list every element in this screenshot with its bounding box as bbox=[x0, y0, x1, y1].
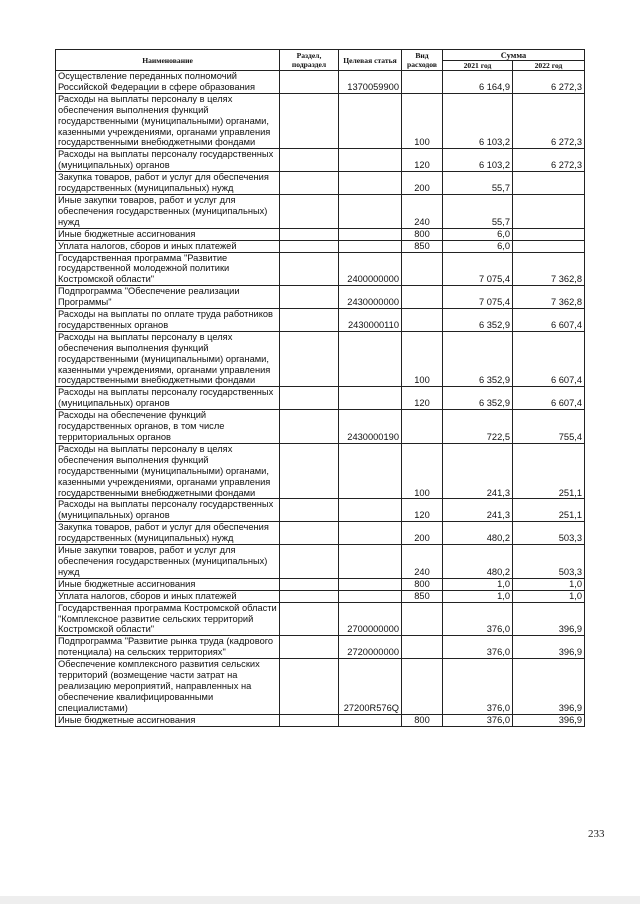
cell-2022: 396,9 bbox=[513, 636, 585, 659]
cell-2022: 396,9 bbox=[513, 602, 585, 636]
table-row bbox=[56, 240, 585, 252]
cell-2022: 6 607,4 bbox=[513, 309, 585, 332]
cell-target: 2430000190 bbox=[339, 410, 402, 444]
cell-name: Расходы на выплаты персоналу в целях обеспечения выполнения функций государственными (муниципальными) органами, казенными учреждениями, органами управления государственными внебюджетными фондами bbox=[56, 443, 280, 499]
cell-name: Расходы на обеспечение функций государственных органов, в том числе территориальных органов bbox=[56, 410, 280, 444]
cell-target bbox=[339, 443, 402, 499]
cell-2021: 480,2 bbox=[443, 545, 513, 579]
cell-section bbox=[280, 522, 339, 545]
cell-type: 800 bbox=[402, 228, 443, 240]
cell-target: 27200R576Q bbox=[339, 659, 402, 715]
cell-2022: 503,3 bbox=[513, 545, 585, 579]
cell-name: Подпрограмма "Обеспечение реализации Программы" bbox=[56, 286, 280, 309]
cell-section bbox=[280, 309, 339, 332]
cell-type bbox=[402, 602, 443, 636]
cell-2021: 6 164,9 bbox=[443, 71, 513, 94]
cell-2021: 376,0 bbox=[443, 714, 513, 726]
cell-2022 bbox=[513, 172, 585, 195]
table-row bbox=[56, 331, 585, 387]
cell-target bbox=[339, 172, 402, 195]
cell-2022 bbox=[513, 194, 585, 228]
cell-type bbox=[402, 659, 443, 715]
cell-type: 240 bbox=[402, 194, 443, 228]
cell-type: 800 bbox=[402, 714, 443, 726]
cell-2022: 1,0 bbox=[513, 590, 585, 602]
cell-name: Иные бюджетные ассигнования bbox=[56, 228, 280, 240]
cell-name: Иные бюджетные ассигнования bbox=[56, 578, 280, 590]
header-type: Вид расходов bbox=[402, 50, 443, 71]
table-row bbox=[56, 443, 585, 499]
cell-2021: 55,7 bbox=[443, 194, 513, 228]
header-target: Целевая статья bbox=[339, 50, 402, 71]
cell-section bbox=[280, 659, 339, 715]
table-row bbox=[56, 93, 585, 149]
cell-target bbox=[339, 522, 402, 545]
cell-section bbox=[280, 228, 339, 240]
cell-name: Подпрограмма "Развитие рынка труда (кадрового потенциала) на сельских территориях" bbox=[56, 636, 280, 659]
cell-2022: 503,3 bbox=[513, 522, 585, 545]
cell-target bbox=[339, 578, 402, 590]
cell-target bbox=[339, 499, 402, 522]
cell-section bbox=[280, 714, 339, 726]
cell-name: Иные закупки товаров, работ и услуг для обеспечения государственных (муниципальных) нужд bbox=[56, 194, 280, 228]
cell-target bbox=[339, 590, 402, 602]
cell-2021: 241,3 bbox=[443, 443, 513, 499]
cell-2021: 6 103,2 bbox=[443, 149, 513, 172]
cell-target bbox=[339, 331, 402, 387]
cell-type: 120 bbox=[402, 499, 443, 522]
cell-type: 120 bbox=[402, 149, 443, 172]
cell-2022: 6 272,3 bbox=[513, 149, 585, 172]
cell-section bbox=[280, 194, 339, 228]
cell-section bbox=[280, 410, 339, 444]
cell-type bbox=[402, 636, 443, 659]
cell-2021: 376,0 bbox=[443, 602, 513, 636]
cell-2021: 7 075,4 bbox=[443, 252, 513, 286]
cell-section bbox=[280, 578, 339, 590]
cell-target bbox=[339, 93, 402, 149]
cell-name: Расходы на выплаты персоналу в целях обеспечения выполнения функций государственными (муниципальными) органами, казенными учреждениями, органами управления государственными внебюджетными фондами bbox=[56, 331, 280, 387]
cell-section bbox=[280, 590, 339, 602]
cell-section bbox=[280, 172, 339, 195]
cell-2022 bbox=[513, 240, 585, 252]
table-row bbox=[56, 309, 585, 332]
cell-name: Закупка товаров, работ и услуг для обеспечения государственных (муниципальных) нужд bbox=[56, 172, 280, 195]
cell-name: Обеспечение комплексного развития сельских территорий (возмещение части затрат на реализацию мероприятий, направленных на обеспечение квалифицированными специалистами) bbox=[56, 659, 280, 715]
cell-section bbox=[280, 499, 339, 522]
cell-target: 2720000000 bbox=[339, 636, 402, 659]
cell-type bbox=[402, 252, 443, 286]
cell-type: 100 bbox=[402, 443, 443, 499]
cell-2021: 55,7 bbox=[443, 172, 513, 195]
cell-2021: 6 103,2 bbox=[443, 93, 513, 149]
cell-2021: 722,5 bbox=[443, 410, 513, 444]
table-row bbox=[56, 194, 585, 228]
header-section: Раздел, подраздел bbox=[280, 50, 339, 71]
table-row bbox=[56, 522, 585, 545]
cell-2021: 6 352,9 bbox=[443, 331, 513, 387]
cell-name: Закупка товаров, работ и услуг для обеспечения государственных (муниципальных) нужд bbox=[56, 522, 280, 545]
table-row bbox=[56, 659, 585, 715]
table-row bbox=[56, 714, 585, 726]
cell-target: 1370059900 bbox=[339, 71, 402, 94]
cell-2022: 396,9 bbox=[513, 659, 585, 715]
cell-name: Государственная программа "Развитие государственной молодежной политики Костромской области" bbox=[56, 252, 280, 286]
cell-target bbox=[339, 240, 402, 252]
cell-target bbox=[339, 545, 402, 579]
cell-target bbox=[339, 387, 402, 410]
cell-2021: 6,0 bbox=[443, 240, 513, 252]
cell-2021: 376,0 bbox=[443, 659, 513, 715]
cell-name: Иные закупки товаров, работ и услуг для обеспечения государственных (муниципальных) нужд bbox=[56, 545, 280, 579]
cell-section bbox=[280, 387, 339, 410]
cell-type: 850 bbox=[402, 240, 443, 252]
cell-target: 2400000000 bbox=[339, 252, 402, 286]
cell-target: 2430000000 bbox=[339, 286, 402, 309]
cell-target: 2700000000 bbox=[339, 602, 402, 636]
cell-2022: 396,9 bbox=[513, 714, 585, 726]
cell-target bbox=[339, 149, 402, 172]
cell-2022: 6 272,3 bbox=[513, 93, 585, 149]
cell-2021: 1,0 bbox=[443, 578, 513, 590]
cell-section bbox=[280, 71, 339, 94]
cell-section bbox=[280, 93, 339, 149]
table-row bbox=[56, 545, 585, 579]
cell-name: Государственная программа Костромской области "Комплексное развитие сельских территорий Костромской области" bbox=[56, 602, 280, 636]
cell-2021: 480,2 bbox=[443, 522, 513, 545]
cell-2022: 6 272,3 bbox=[513, 71, 585, 94]
table-row bbox=[56, 172, 585, 195]
cell-name: Расходы на выплаты персоналу государственных (муниципальных) органов bbox=[56, 499, 280, 522]
cell-section bbox=[280, 240, 339, 252]
cell-type bbox=[402, 309, 443, 332]
cell-2022: 251,1 bbox=[513, 443, 585, 499]
table-row bbox=[56, 286, 585, 309]
cell-type: 850 bbox=[402, 590, 443, 602]
cell-2022: 6 607,4 bbox=[513, 331, 585, 387]
cell-target bbox=[339, 194, 402, 228]
cell-2022 bbox=[513, 228, 585, 240]
cell-2021: 1,0 bbox=[443, 590, 513, 602]
cell-2022: 1,0 bbox=[513, 578, 585, 590]
table-row bbox=[56, 149, 585, 172]
cell-target bbox=[339, 714, 402, 726]
cell-name: Расходы на выплаты персоналу государственных (муниципальных) органов bbox=[56, 387, 280, 410]
cell-type: 120 bbox=[402, 387, 443, 410]
table-row bbox=[56, 590, 585, 602]
cell-2021: 241,3 bbox=[443, 499, 513, 522]
cell-section bbox=[280, 286, 339, 309]
cell-target bbox=[339, 228, 402, 240]
cell-section bbox=[280, 443, 339, 499]
cell-type: 100 bbox=[402, 331, 443, 387]
cell-2022: 7 362,8 bbox=[513, 286, 585, 309]
table-row bbox=[56, 228, 585, 240]
table-row bbox=[56, 252, 585, 286]
cell-2022: 6 607,4 bbox=[513, 387, 585, 410]
scan-edge bbox=[0, 896, 640, 904]
header-name: Наименование bbox=[56, 50, 280, 71]
cell-2021: 6,0 bbox=[443, 228, 513, 240]
table-row bbox=[56, 602, 585, 636]
cell-name: Уплата налогов, сборов и иных платежей bbox=[56, 590, 280, 602]
table-row bbox=[56, 499, 585, 522]
cell-name: Расходы на выплаты по оплате труда работников государственных органов bbox=[56, 309, 280, 332]
cell-2021: 7 075,4 bbox=[443, 286, 513, 309]
cell-2021: 376,0 bbox=[443, 636, 513, 659]
cell-type bbox=[402, 286, 443, 309]
page-number: 233 bbox=[588, 828, 605, 840]
cell-type bbox=[402, 410, 443, 444]
table-body bbox=[56, 71, 585, 727]
cell-2022: 755,4 bbox=[513, 410, 585, 444]
cell-name: Расходы на выплаты персоналу в целях обеспечения выполнения функций государственными (муниципальными) органами, казенными учреждениями, органами управления государственными внебюджетными фондами bbox=[56, 93, 280, 149]
cell-type: 200 bbox=[402, 522, 443, 545]
header-year-2022: 2022 год bbox=[513, 61, 585, 71]
cell-section bbox=[280, 636, 339, 659]
cell-2022: 251,1 bbox=[513, 499, 585, 522]
cell-2021: 6 352,9 bbox=[443, 387, 513, 410]
cell-2021: 6 352,9 bbox=[443, 309, 513, 332]
table-row bbox=[56, 387, 585, 410]
cell-name: Уплата налогов, сборов и иных платежей bbox=[56, 240, 280, 252]
cell-section bbox=[280, 602, 339, 636]
cell-2022: 7 362,8 bbox=[513, 252, 585, 286]
table-row bbox=[56, 636, 585, 659]
table-row bbox=[56, 410, 585, 444]
cell-type: 800 bbox=[402, 578, 443, 590]
cell-name: Осуществление переданных полномочий Российской Федерации в сфере образования bbox=[56, 71, 280, 94]
cell-type: 100 bbox=[402, 93, 443, 149]
cell-type: 240 bbox=[402, 545, 443, 579]
cell-type bbox=[402, 71, 443, 94]
table-row bbox=[56, 71, 585, 94]
table-row bbox=[56, 578, 585, 590]
cell-section bbox=[280, 331, 339, 387]
header-sum: Сумма bbox=[443, 50, 585, 61]
budget-table bbox=[55, 49, 585, 727]
cell-section bbox=[280, 252, 339, 286]
cell-name: Иные бюджетные ассигнования bbox=[56, 714, 280, 726]
table-header bbox=[56, 50, 585, 71]
cell-section bbox=[280, 545, 339, 579]
header-year-2021: 2021 год bbox=[443, 61, 513, 71]
cell-name: Расходы на выплаты персоналу государственных (муниципальных) органов bbox=[56, 149, 280, 172]
cell-type: 200 bbox=[402, 172, 443, 195]
cell-section bbox=[280, 149, 339, 172]
cell-target: 2430000110 bbox=[339, 309, 402, 332]
